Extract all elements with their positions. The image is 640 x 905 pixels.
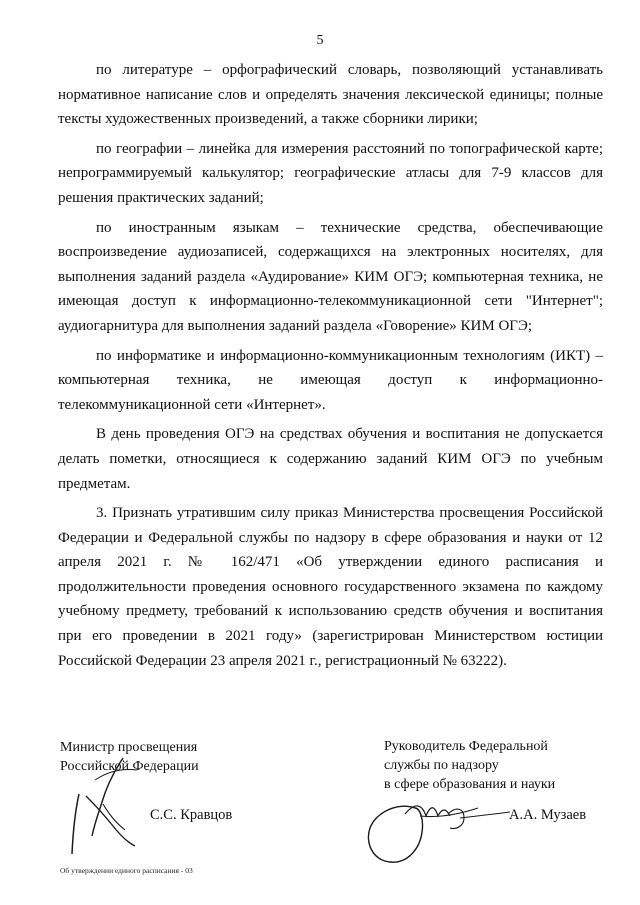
right-signatory-title-line: службы по надзору	[384, 758, 499, 773]
paragraph-literature: по литературе – орфографический словарь, позволяющий устанавливать нормативное написание слов и определять значения лексической единицы; полные тексты художественных произведений, а также сборники лирики;	[58, 62, 603, 128]
right-signatory-title-line: Руководитель Федеральной	[384, 739, 548, 754]
left-signatory-name: С.С. Кравцов	[150, 807, 233, 823]
right-signatory-name: А.А. Музаев	[509, 807, 587, 823]
paragraph-no-notes: В день проведения ОГЭ на средствах обучения и воспитания не допускается делать пометки, относящиеся к содержанию заданий КИМ ОГЭ по учебным предметам.	[58, 426, 603, 492]
paragraph-foreign-languages: по иностранным языкам – технические средства, обеспечивающие воспроизведение аудиозаписей, содержащихся на электронных носителях, для выполнения заданий раздела «Аудирование» КИМ ОГЭ; компьютерная техника, не имеющая доступ к информационно-телекоммуникационной сети "Интернет"; аудиогарнитура для выполнения заданий раздела «Говорение» КИМ ОГЭ;	[58, 219, 603, 334]
paragraph-repeal-order: 3. Признать утратившим силу приказ Министерства просвещения Российской Федерации и Федеральной службы по надзору в сфере образования и науки от 12 апреля 2021 г. № 162/471 «Об утверждении единого расписания и продолжительности проведения основного государственного экзамена по каждому учебному предмету, требований к использованию средств обучения и воспитания при его проведении в 2021 году» (зарегистрирован Министерством юстиции Российской Федерации 23 апреля 2021 г., регистрационный № 63222).	[58, 505, 603, 669]
document-footer: Об утверждении единого расписания - 03	[60, 866, 193, 875]
right-signatory-title-line: в сфере образования и науки	[384, 777, 556, 792]
paragraph-informatics: по информатике и информационно-коммуникационным технологиям (ИКТ) – компьютерная техника, не имеющая доступ к информационно-телекоммуникационной сети «Интернет».	[58, 347, 603, 413]
page-number: 5	[316, 33, 324, 48]
left-signature-image	[55, 750, 150, 860]
left-signatory-title-line: Российской Федерации	[60, 759, 199, 774]
right-signature-image	[360, 772, 510, 872]
document-body	[58, 58, 603, 673]
paragraph-geography: по географии – линейка для измерения расстояний по топографической карте; непрограммируемый калькулятор; географические атласы для 7-9 классов для решения практических заданий;	[58, 140, 603, 206]
left-signatory-title-line: Министр просвещения	[60, 740, 198, 755]
